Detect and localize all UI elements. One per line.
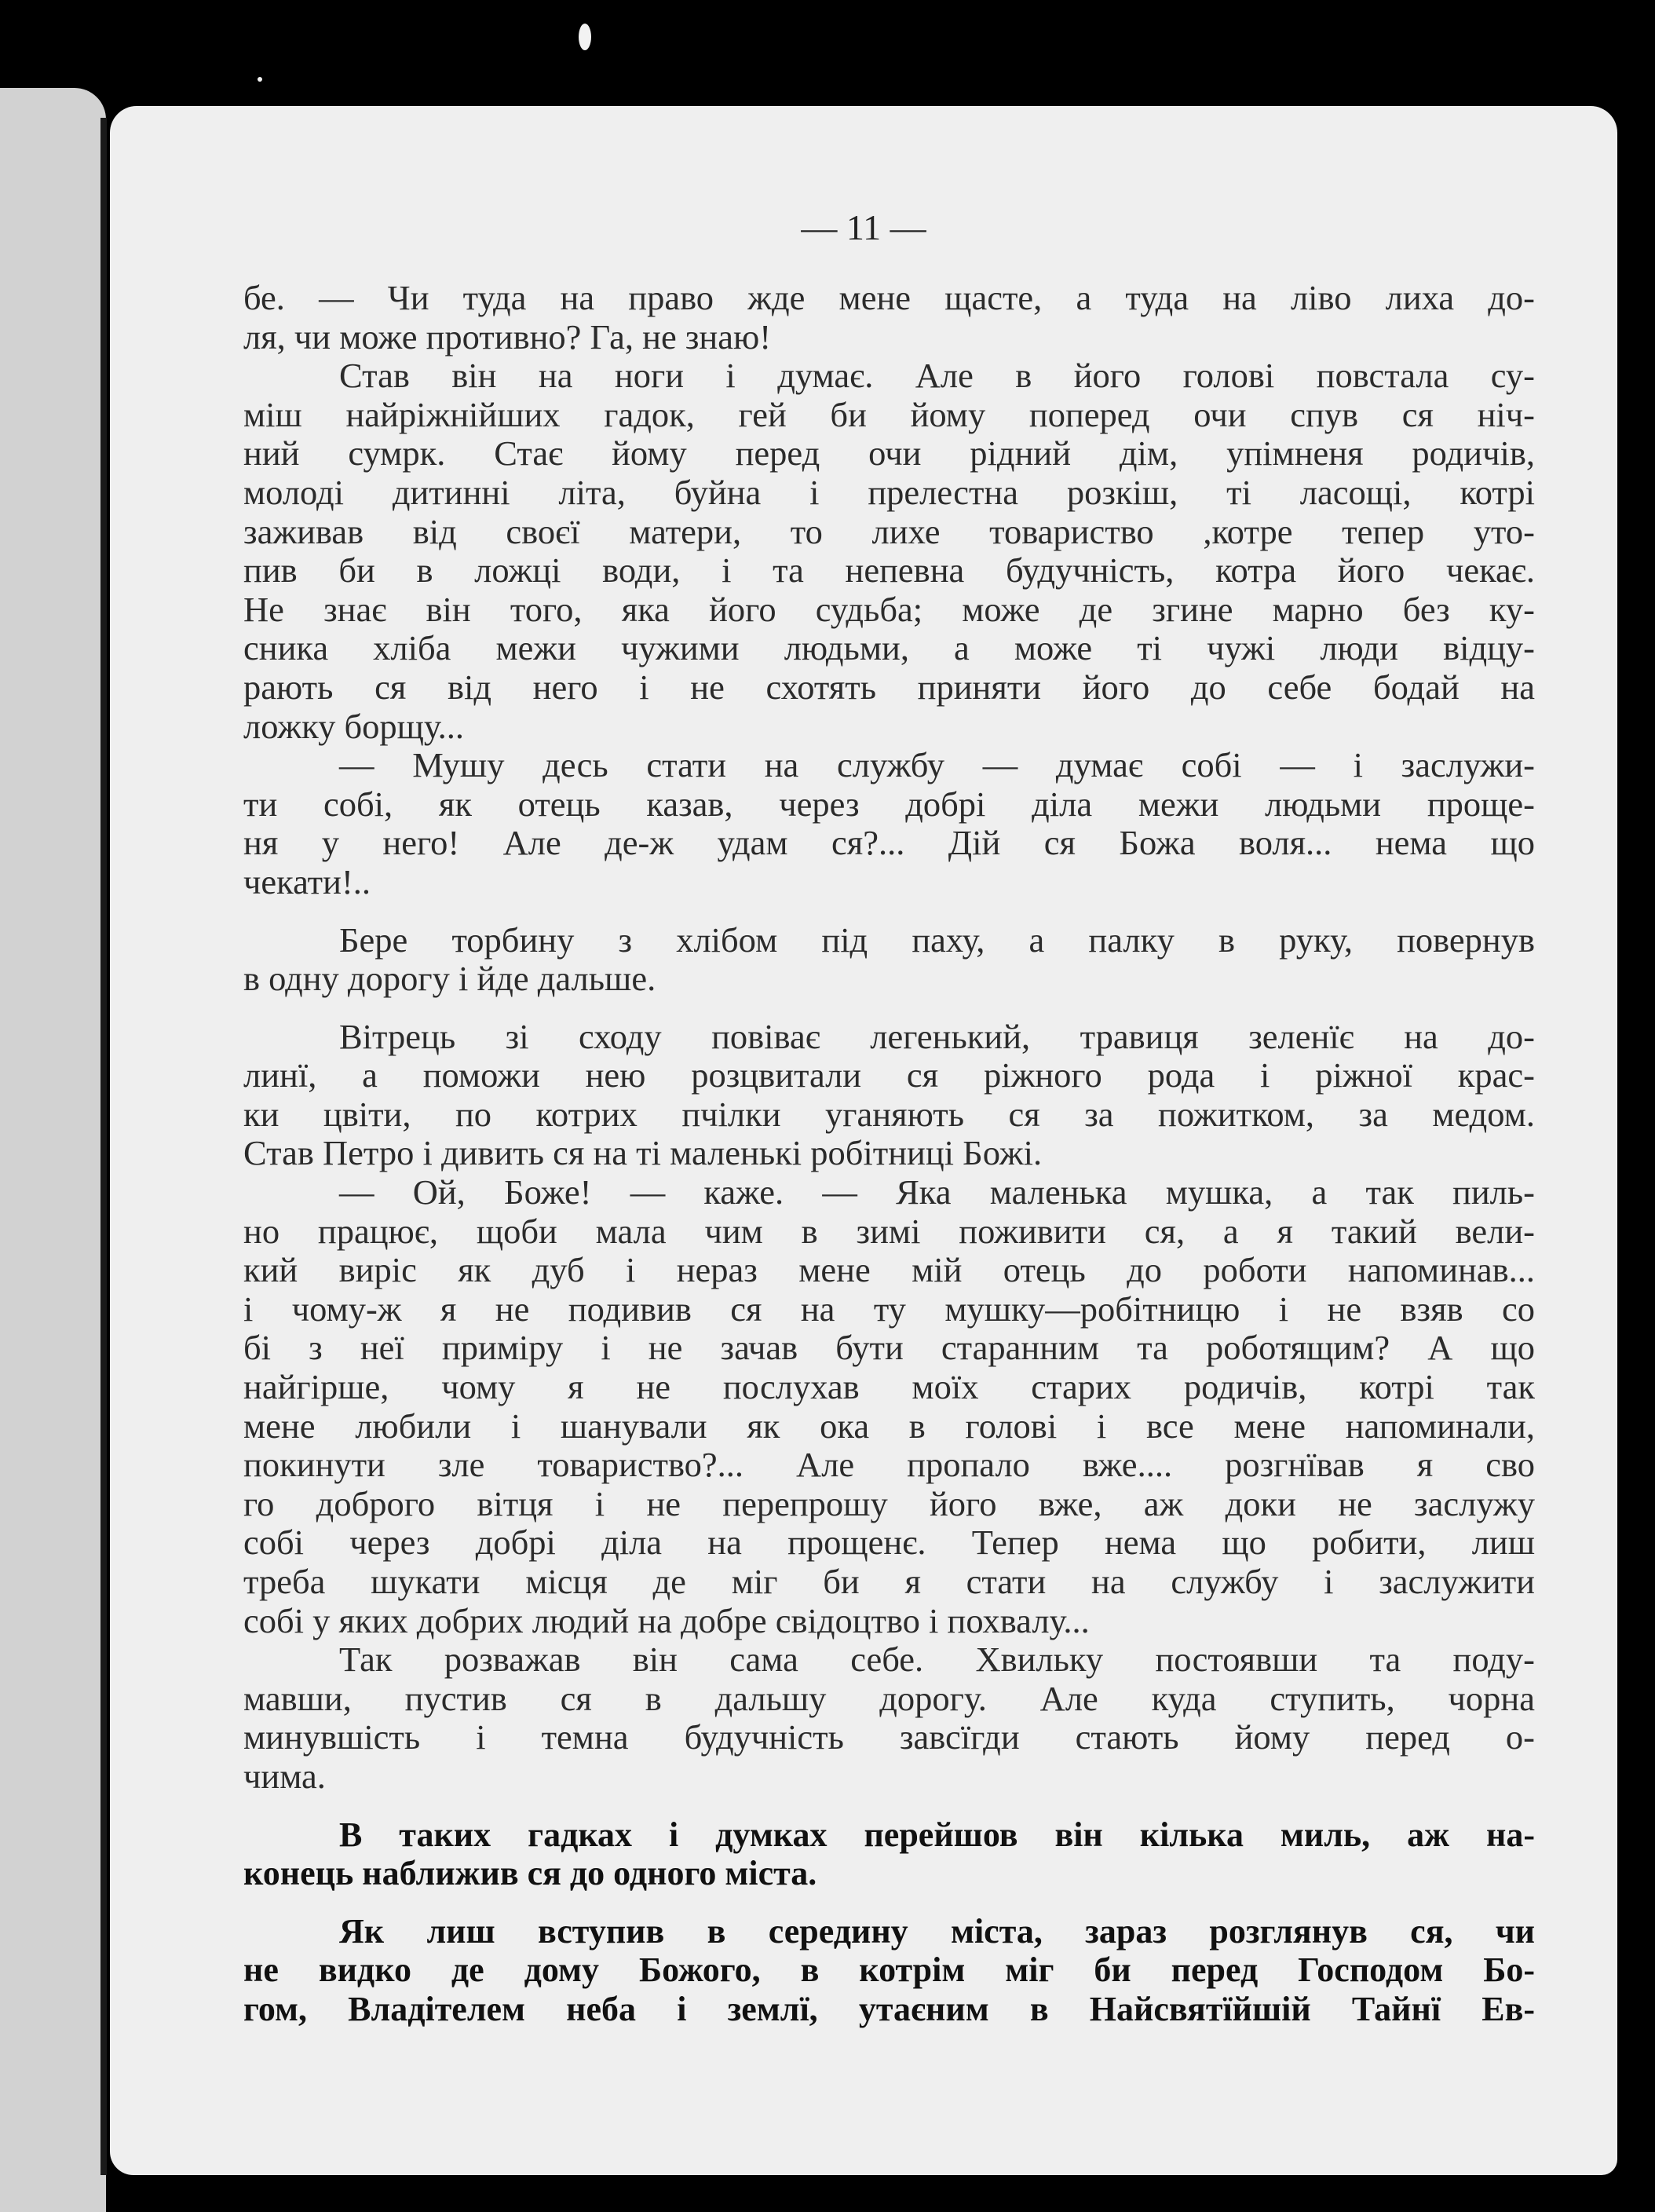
- text-line: в одну дорогу і йде дальше.: [243, 959, 656, 999]
- text-line: ложку борщу...: [243, 706, 465, 746]
- text-line: Не знає він того, яка його судьба; може де згине марно без ку-: [243, 589, 1535, 629]
- text-line: бі з неї приміру і не зачав бути старанним та роботящим? А що: [243, 1328, 1535, 1368]
- text-line: Став він на ноги і думає. Але в його голові повстала су-: [339, 356, 1535, 396]
- film-speck: [579, 24, 591, 50]
- book-page: [110, 106, 1617, 2175]
- page-gutter: [100, 118, 107, 2175]
- text-line: найгірше, чому я не послухав моїх старих родичів, котрі так: [243, 1367, 1535, 1407]
- text-line: сника хліба межи чужими людьми, а може ті чужі люди відцу-: [243, 628, 1535, 668]
- text-line: покинути зле товариство?... Але пропало вже.... розгнївав я сво: [243, 1445, 1535, 1485]
- text-line: гом, Владітелем неба і землї, утаєним в Найсвятїйшій Тайнї Ев-: [243, 1989, 1535, 2028]
- text-line: собі через добрі діла на прощенє. Тепер нема що робити, лиш: [243, 1523, 1535, 1563]
- text-line: собі у яких добрих людий на добре свідоцтво і похвалу...: [243, 1600, 1090, 1640]
- page-number: — 11 —: [801, 207, 926, 247]
- text-line: мене любили і шанували як ока в голові і все мене напоминали,: [243, 1406, 1535, 1446]
- text-line: Вітрець зі сходу повіває легенький, травиця зеленїє на до-: [339, 1016, 1535, 1056]
- text-line: го доброго вітця і не перепрошу його вже, аж доки не заслужу: [243, 1483, 1535, 1523]
- text-line: молоді дитинні літа, буйна і прелестна розкіш, ті ласощі, котрі: [243, 472, 1535, 512]
- text-line: линї, а поможи нею розцвитали ся ріжного рода і ріжної крас-: [243, 1055, 1535, 1095]
- text-line: минувшість і темна будучність завсїгди стають йому перед о-: [243, 1717, 1535, 1757]
- text-line: рають ся від него і не схотять приняти його до себе бодай на: [243, 667, 1535, 707]
- text-line: В таких гадках і думках перейшов він кілька миль, аж на-: [339, 1815, 1535, 1854]
- text-line: ня у него! Але де-ж удам ся?... Дій ся Божа воля... нема що: [243, 823, 1535, 863]
- previous-page-edge: [0, 88, 106, 2212]
- text-line: кий виріс як дуб і нераз мене мій отець до роботи напоминав...: [243, 1250, 1535, 1290]
- body-text: [243, 279, 1535, 2029]
- text-line: і чому-ж я не подивив ся на ту мушку—робітницю і не взяв со: [243, 1289, 1535, 1329]
- text-line: мавши, пустив ся в дальшу дорогу. Але куда ступить, чорна: [243, 1678, 1535, 1718]
- text-line: чекати!..: [243, 861, 371, 901]
- text-line: конець наближив ся до одного міста.: [243, 1854, 817, 1893]
- text-line: ний сумрк. Стає йому перед очи рідний дім, упімненя родичів,: [243, 433, 1535, 473]
- text-line: чима.: [243, 1756, 326, 1796]
- text-line: Як лиш вступив в середину міста, зараз розглянув ся, чи: [339, 1911, 1535, 1951]
- text-line: ля, чи може противно? Га, не знаю!: [243, 316, 772, 356]
- text-line: Так розважав він сама себе. Хвильку постоявши та поду-: [339, 1640, 1535, 1680]
- text-line: но працює, щоби мала чим в зимі поживити ся, а я такий вели-: [243, 1211, 1535, 1251]
- text-line: Бере торбину з хлібом під паху, а палку в руку, повернув: [339, 920, 1535, 960]
- text-line: ти собі, як отець казав, через добрі діла межи людьми проще-: [243, 784, 1535, 824]
- text-line: — Ой, Боже! — каже. — Яка маленька мушка, а так пиль-: [339, 1172, 1535, 1212]
- text-line: Став Петро і дивить ся на ті маленькі робітниці Божі.: [243, 1133, 1043, 1173]
- text-line: ки цвіти, по котрих пчілки уганяють ся за пожитком, за медом.: [243, 1094, 1535, 1134]
- text-line: не видко де дому Божого, в котрім міг би перед Господом Бо-: [243, 1951, 1535, 1990]
- film-speck: [258, 77, 262, 82]
- text-line: пив би в ложці води, і та непевна будучність, котра його чекає.: [243, 550, 1535, 590]
- text-line: треба шукати місця де міг би я стати на службу і заслужити: [243, 1562, 1535, 1601]
- text-line: — Мушу десь стати на службу — думає собі — і заслужи-: [339, 745, 1535, 785]
- text-line: бе. — Чи туда на право жде мене щасте, а туда на ліво лиха до-: [243, 278, 1535, 317]
- text-line: міш найріжнійших гадок, гей би йому поперед очи спув ся ніч-: [243, 394, 1535, 434]
- text-line: заживав від своєї матери, то лихе товариство ,котре тепер уто-: [243, 511, 1535, 551]
